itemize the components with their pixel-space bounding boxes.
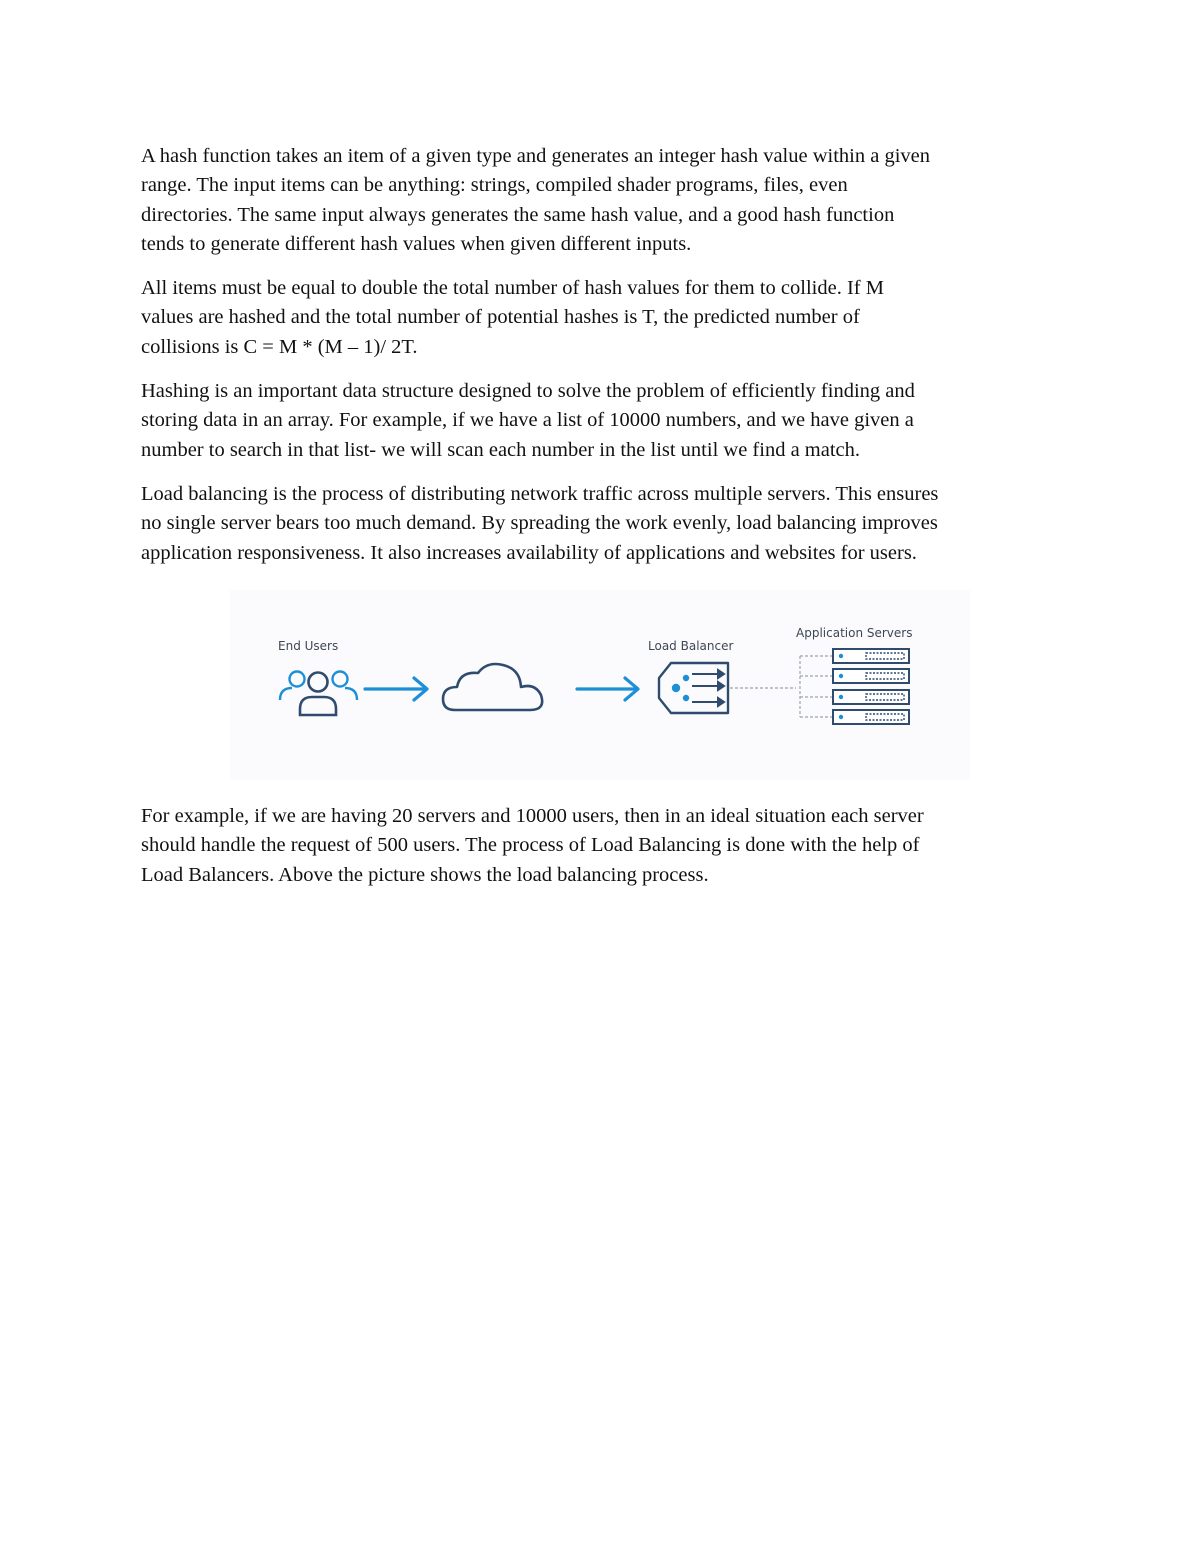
- load-balancer-icon: [659, 663, 728, 713]
- paragraph-collisions: All items must be equal to double the total number of hash values for them to collide. If M values are hashed and the total number of potential hashes is T, the predicted number of collisions is C = M * (M – 1)/ 2T.: [141, 277, 884, 358]
- paragraph-example: For example, if we are having 20 servers and 10000 users, then in an ideal situation each server should handle the request of 500 users. The process of Load Balancing is done with the help of Load Balancers. Above the picture shows the load balancing process.: [141, 805, 924, 886]
- arrow-right-icon: [365, 678, 427, 700]
- app-servers-label: Application Servers: [796, 626, 913, 640]
- paragraph-hash-function: A hash function takes an item of a given type and generates an integer hash value within a given range. The input items can be anything: strings, compiled shader programs, files, even directories. The same input always generates the same hash value, and a good hash function tends to generate different hash values when given different inputs.: [141, 145, 930, 255]
- load-balancing-diagram: [230, 590, 970, 780]
- server-unit: [833, 690, 909, 704]
- end-users-label: End Users: [278, 639, 339, 653]
- cloud-icon: [443, 664, 542, 710]
- paragraph-load-balancing: Load balancing is the process of distributing network traffic across multiple servers. This ensures no single server bears too much demand. By spreading the work evenly, load balancing improves application responsiveness. It also increases availability of applications and websites for users.: [141, 483, 939, 564]
- arrow-right-icon: [577, 678, 638, 700]
- load-balancing-diagram-svg: [230, 590, 970, 780]
- server-connector-bracket: [800, 656, 832, 717]
- paragraph-hashing: Hashing is an important data structure designed to solve the problem of efficiently finding and storing data in an array. For example, if we have a list of 10000 numbers, and we have given a number to search in that list- we will scan each number in the list until we find a match.: [141, 380, 915, 461]
- server-rack-icon: [833, 649, 909, 724]
- load-balancer-label: Load Balancer: [648, 639, 734, 653]
- server-unit: [833, 649, 909, 663]
- server-unit: [833, 710, 909, 724]
- server-unit: [833, 669, 909, 683]
